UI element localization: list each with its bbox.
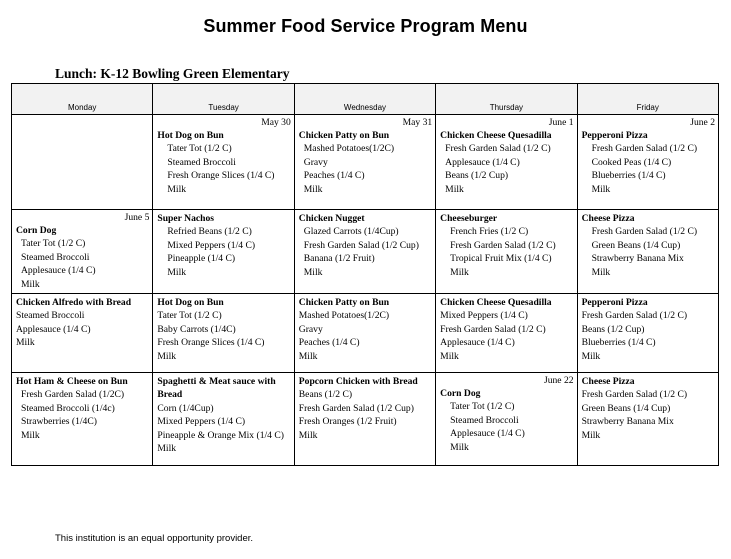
day-header-monday: Monday — [12, 84, 153, 115]
menu-cell-wednesday — [294, 294, 435, 373]
menu-side-item: Tater Tot (1/2 C) — [450, 401, 515, 413]
week-row-1 — [12, 115, 719, 210]
menu-side-item: Applesauce (1/4 C) — [16, 323, 91, 335]
menu-subtitle: Lunch: K-12 Bowling Green Elementary — [55, 66, 290, 81]
menu-side-item: Green Beans (1/4 Cup) — [581, 402, 671, 414]
menu-date: June 2 — [690, 117, 715, 128]
day-header-thursday: Thursday — [436, 84, 577, 115]
menu-cell-monday — [12, 294, 153, 373]
menu-side-item: Milk — [581, 350, 601, 362]
menu-side-item: Gravy — [298, 323, 323, 335]
menu-entree: Spaghetti & Meat sauce with Bread — [157, 376, 276, 401]
menu-side-item: French Fries (1/2 C) — [450, 226, 529, 238]
day-header-row — [12, 84, 719, 115]
menu-entree: Chicken Alfredo with Bread — [16, 297, 132, 309]
menu-entree: Super Nachos — [157, 213, 214, 224]
menu-table — [11, 83, 719, 466]
menu-cell-friday — [577, 373, 718, 466]
menu-side-item: Banana (1/2 Fruit) — [303, 253, 375, 265]
menu-side-item: Fresh Orange Slices (1/4 C) — [167, 170, 275, 182]
menu-side-item: Applesauce (1/4 C) — [445, 156, 520, 168]
menu-cell-monday — [12, 373, 153, 466]
menu-side-item: Fresh Garden Salad (1/2 Cup) — [303, 239, 419, 251]
menu-side-item: Tater Tot (1/2 C) — [157, 310, 222, 322]
menu-side-item: Fresh Garden Salad (1/2C) — [21, 389, 125, 401]
menu-side-item: Mixed Peppers (1/4 C) — [157, 416, 246, 428]
menu-side-item: Mashed Potatoes(1/2C) — [298, 310, 390, 322]
menu-cell-friday — [577, 115, 718, 210]
menu-side-item: Tater Tot (1/2 C) — [21, 238, 86, 250]
menu-side-item: Fresh Garden Salad (1/2 C) — [581, 310, 688, 322]
week-row-2 — [12, 210, 719, 294]
menu-entree: Chicken Patty on Bun — [298, 297, 390, 309]
menu-side-item: Pineapple (1/4 C) — [167, 253, 236, 265]
menu-side-item: Cooked Peas (1/4 C) — [591, 156, 672, 168]
menu-side-item: Blueberries (1/4 C) — [581, 337, 656, 349]
menu-entree: Pepperoni Pizza — [581, 130, 648, 141]
menu-side-item: Milk — [581, 429, 601, 441]
menu-side-item: Milk — [450, 441, 469, 453]
day-header-friday: Friday — [577, 84, 718, 115]
menu-side-item: Milk — [21, 429, 40, 441]
day-header-tuesday: Tuesday — [153, 84, 294, 115]
menu-side-item: Milk — [440, 350, 459, 362]
page-title: Summer Food Service Program Menu — [203, 16, 528, 36]
menu-cell-tuesday — [153, 115, 294, 210]
menu-side-item: Beans (1/2 C) — [298, 389, 353, 401]
menu-cell-wednesday — [294, 210, 435, 294]
menu-side-item: Milk — [21, 278, 40, 290]
menu-cell-friday — [577, 294, 718, 373]
week-row-4 — [12, 373, 719, 466]
menu-side-item: Mixed Peppers (1/4 C) — [167, 239, 256, 251]
menu-side-item: Mixed Peppers (1/4 C) — [440, 310, 528, 322]
menu-side-item: Green Beans (1/4 Cup) — [591, 239, 681, 251]
menu-date: June 5 — [124, 212, 150, 223]
menu-entree: Hot Ham & Cheese on Bun — [16, 376, 128, 388]
menu-side-item: Fresh Garden Salad (1/2 C) — [440, 323, 546, 335]
menu-date: June 22 — [543, 375, 574, 387]
menu-side-item: Fresh Garden Salad (1/2 C) — [450, 239, 556, 251]
menu-side-item: Pineapple & Orange Mix (1/4 C) — [157, 429, 284, 441]
menu-entree: Chicken Cheese Quesadilla — [440, 130, 552, 141]
menu-side-item: Fresh Garden Salad (1/2 C) — [445, 143, 551, 155]
menu-side-item: Applesauce (1/4 C) — [450, 428, 525, 440]
menu-side-item: Milk — [298, 429, 318, 441]
menu-side-item: Steamed Broccoli — [450, 414, 519, 426]
menu-side-item: Blueberries (1/4 C) — [591, 170, 666, 182]
menu-date: June 1 — [548, 117, 574, 128]
menu-date: May 31 — [402, 117, 433, 128]
menu-entree: Hot Dog on Bun — [157, 130, 224, 141]
menu-side-item: Steamed Broccoli — [167, 156, 236, 168]
menu-side-item: Milk — [167, 266, 187, 278]
menu-side-item: Steamed Broccoli — [16, 310, 85, 322]
menu-side-item: Baby Carrots (1/4C) — [157, 323, 236, 335]
menu-side-item: Fresh Orange Slices (1/4 C) — [157, 337, 265, 349]
menu-entree: Corn Dog — [16, 225, 57, 236]
menu-entree: Chicken Patty on Bun — [298, 130, 390, 141]
menu-entree: Cheese Pizza — [581, 376, 635, 388]
menu-side-item: Fresh Garden Salad (1/2 C) — [591, 226, 698, 238]
menu-entree: Cheeseburger — [440, 213, 498, 224]
menu-side-item: Milk — [591, 266, 611, 278]
day-header-wednesday: Wednesday — [294, 84, 435, 115]
menu-cell-monday — [12, 115, 153, 210]
menu-side-item: Strawberry Banana Mix — [591, 253, 684, 265]
menu-body — [12, 115, 719, 466]
menu-cell-thursday — [436, 115, 577, 210]
menu-side-item: Fresh Garden Salad (1/2 C) — [591, 143, 698, 155]
menu-entree: Chicken Cheese Quesadilla — [440, 297, 552, 309]
menu-side-item: Mashed Potatoes(1/2C) — [303, 143, 395, 155]
menu-side-item: Milk — [157, 350, 177, 362]
menu-side-item: Fresh Garden Salad (1/2 C) — [581, 389, 688, 401]
menu-cell-thursday — [436, 294, 577, 373]
menu-side-item: Applesauce (1/4 C) — [21, 265, 96, 277]
menu-side-item: Tater Tot (1/2 C) — [167, 143, 232, 155]
menu-side-item: Gravy — [303, 156, 328, 168]
menu-side-item: Milk — [16, 337, 35, 349]
menu-side-item: Fresh Oranges (1/2 Fruit) — [298, 416, 397, 428]
menu-side-item: Milk — [591, 183, 611, 195]
menu-entree: Corn Dog — [440, 388, 481, 400]
menu-side-item: Steamed Broccoli — [21, 251, 90, 263]
menu-side-item: Refried Beans (1/2 C) — [167, 226, 252, 238]
menu-cell-monday — [12, 210, 153, 294]
menu-cell-tuesday — [153, 210, 294, 294]
menu-cell-thursday — [436, 373, 577, 466]
menu-cell-wednesday — [294, 373, 435, 466]
menu-side-item: Milk — [303, 183, 323, 195]
menu-side-item: Beans (1/2 Cup) — [445, 170, 509, 182]
menu-side-item: Strawberry Banana Mix — [581, 416, 674, 428]
menu-side-item: Peaches (1/4 C) — [303, 170, 365, 182]
menu-date: May 30 — [261, 117, 291, 128]
menu-side-item: Strawberries (1/4C) — [21, 416, 97, 428]
menu-side-item: Milk — [303, 266, 323, 278]
menu-cell-thursday — [436, 210, 577, 294]
menu-side-item: Milk — [157, 443, 177, 455]
menu-entree: Cheese Pizza — [581, 213, 635, 224]
week-row-3 — [12, 294, 719, 373]
menu-side-item: Milk — [167, 183, 187, 195]
menu-cell-tuesday — [153, 373, 294, 466]
menu-entree: Hot Dog on Bun — [157, 297, 224, 309]
menu-side-item: Corn (1/4Cup) — [157, 402, 214, 414]
menu-entree: Popcorn Chicken with Bread — [298, 376, 418, 388]
menu-side-item: Peaches (1/4 C) — [298, 337, 360, 349]
menu-cell-wednesday — [294, 115, 435, 210]
menu-side-item: Beans (1/2 Cup) — [581, 323, 645, 335]
menu-side-item: Milk — [298, 350, 318, 362]
footer-note: This institution is an equal opportunity provider. — [55, 533, 254, 544]
menu-entree: Pepperoni Pizza — [581, 297, 648, 309]
menu-side-item: Fresh Garden Salad (1/2 Cup) — [298, 402, 414, 414]
menu-cell-friday — [577, 210, 718, 294]
menu-side-item: Milk — [450, 266, 469, 278]
menu-side-item: Tropical Fruit Mix (1/4 C) — [450, 253, 552, 265]
menu-cell-tuesday — [153, 294, 294, 373]
menu-side-item: Applesauce (1/4 C) — [440, 337, 515, 349]
menu-side-item: Milk — [445, 183, 464, 195]
menu-entree: Chicken Nugget — [298, 213, 365, 224]
menu-side-item: Steamed Broccoli (1/4c) — [21, 402, 115, 414]
menu-side-item: Glazed Carrots (1/4Cup) — [303, 226, 399, 238]
